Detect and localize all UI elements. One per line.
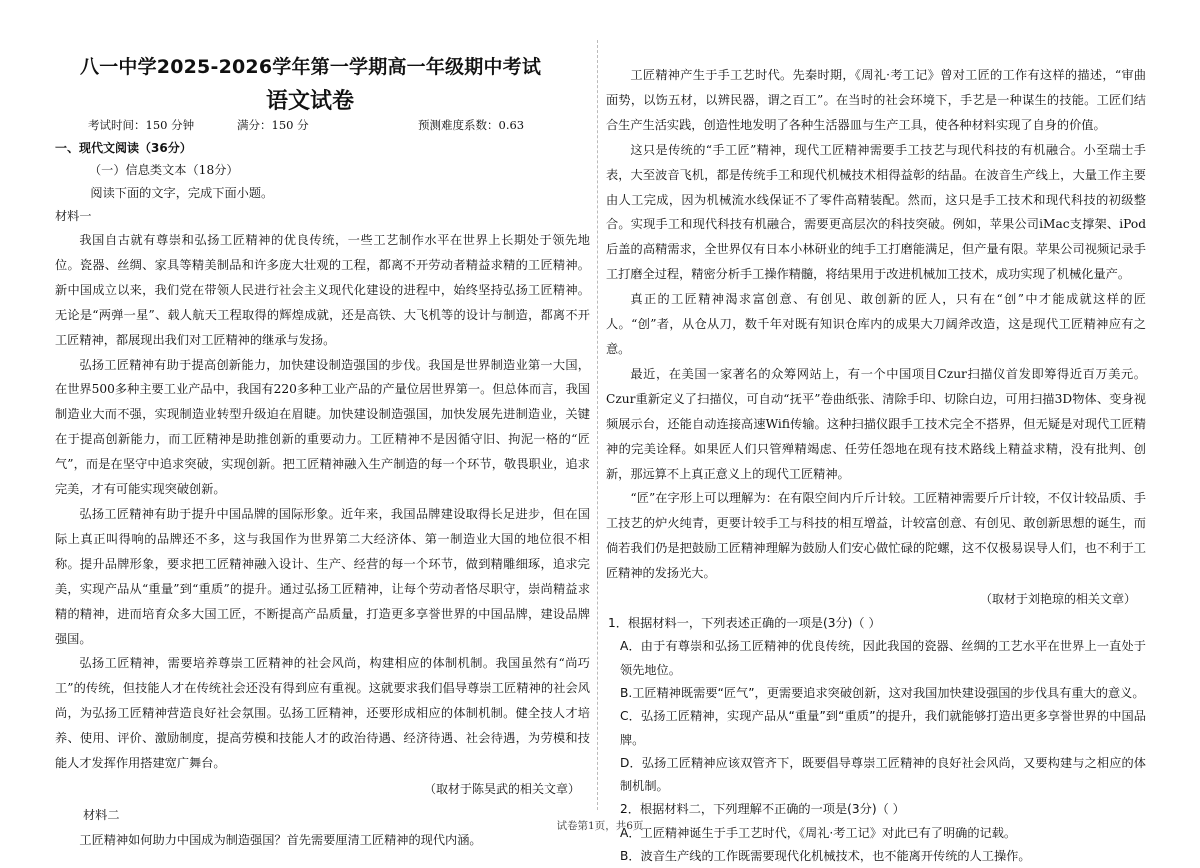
material1-paragraph: 弘扬工匠精神有助于提高创新能力，加快建设制造强国的步伐。我国是世界制造业第一大国，在世界500多种主要工业产品中，我国有220多种工业产品的产量位居世界第一。但总体而言，我国制造业大而不强，实现制造业转型升级迫在眉睫。加快建设制造强国，加快发展先进制造业，关键在于提高创新能力，而工匠精神是助推创新的重要动力。工匠精神不是因循守旧、拘泥一格的“匠气”，而是在坚守中追求突破，实现创新。把工匠精神融入生产制造的每一个环节，敬畏职业，追求完美，才有可能实现突破创新。 [55, 357, 590, 497]
material1-paragraph: 我国自古就有尊崇和弘扬工匠精神的优良传统，一些工艺制作水平在世界上长期处于领先地位。瓷器、丝绸、家具等精美制品和许多庞大壮观的工程，都离不开劳动者精益求精的工匠精神。新中国成立以来，我们党在带领人民进行社会主义现代化建设的进程中，始终坚持弘扬工匠精神。无论是“两弹一星”、载人航天工程取得的辉煌成就，还是高铁、大飞机等的设计与制造，都离不开工匠精神，都展现出我们对工匠精神的继承与发扬。 [55, 233, 590, 347]
material2-paragraph: 工匠精神产生于手工艺时代。先秦时期，《周礼·考工记》曾对工匠的工作有这样的描述，“审曲面势，以饬五材，以辨民器，谓之百工”。在当时的社会环境下，手艺是一种谋生的技能。工匠们结合生产生活实践，创造性地发明了各种生活器皿与生产工具，使各种材料实现了自身的价值。 [606, 68, 1146, 132]
option-b[interactable]: B.工匠精神既需要“匠气”，更需要追求突破创新，这对我国加快建设强国的步伐具有重大的意义。 [620, 685, 1145, 700]
material1-source: （取材于陈昊武的相关文章） [423, 781, 580, 796]
material2-label: 材料二 [83, 807, 120, 822]
question-stem: 2．根据材料二，下列理解不正确的一项是(3分)（ ） [620, 802, 905, 817]
right-column [606, 63, 1146, 868]
question-1 [606, 612, 1146, 798]
option-b[interactable]: B．波音生产线的工作既需要现代化机械技术，也不能离开传统的人工操作。 [620, 849, 1031, 863]
option-c[interactable]: C．弘扬工匠精神，实现产品从“重量”到“重质”的提升，我们就能够打造出更多享誉世界的中国品牌。 [620, 709, 1146, 747]
option-a[interactable]: A．工匠精神诞生于手工艺时代，《周礼·考工记》对此已有了明确的记载。 [620, 825, 1017, 840]
column-divider [597, 40, 598, 810]
instruction: 阅读下面的文字，完成下面小题。 [90, 186, 274, 200]
material1-paragraph: 弘扬工匠精神有助于提升中国品牌的国际形象。近年来，我国品牌建设取得长足进步，但在国际上真正叫得响的品牌还不多，这与我国作为世界第二大经济体、第一制造业大国的地位很不相称。提升品牌形象，要求把工匠精神融入设计、生产、经营的每一个环节，做到精雕细琢，追求完美，实现产品从“重量”到“重质”的提升。通过弘扬工匠精神，让每个劳动者恪尽职守，崇尚精益求精的精神，进而培育众多大国工匠，不断提高产品质量，打造更多享誉世界的中国品牌，建设品牌强国。 [55, 506, 590, 646]
question-stem: 1．根据材料一，下列表述正确的一项是(3分)（ ） [608, 616, 881, 631]
difficulty-coefficient: 预测难度系数：0.63 [418, 118, 525, 132]
question-2 [606, 798, 1146, 868]
material2-source: （取材于刘艳琼的相关文章） [979, 592, 1136, 607]
option-d[interactable]: D．弘扬工匠精神应该双管齐下，既要倡导尊崇工匠精神的良好社会风尚，又要构建与之相应的体制机制。 [620, 755, 1146, 794]
exam-subtitle: 语文试卷 [265, 89, 354, 114]
material1-label: 材料一 [55, 209, 92, 223]
page-footer: 试卷第1页，共6页 [556, 820, 644, 832]
material2-paragraph: 这只是传统的“手工匠”精神，现代工匠精神需要手工技艺与现代科技的有机融合。小至瑞士手表，大至波音飞机，都是传统手工和现代机械技术相得益彰的结晶。在波音生产线上，大量工作主要由人工完成，因为机械流水线保证不了零件高精装配。然而，这只是手工技术和现代科技的初级整合。实现手工和现代科技有机融合，需要更高层次的科技突破。例如，苹果公司iMac支撑架、iPod后盖的高精需求，全世界仅有日本小林研业的纯手工打磨能满足，但产量有限。苹果公司视频记录手工打磨全过程，精密分析手工操作精髓，将结果用于改进机械加工技术，成功实现了机械化量产。 [606, 142, 1146, 282]
material2-paragraph: 真正的工匠精神渴求富创意、有创见、敢创新的匠人，只有在“创”中才能成就这样的匠人。“创”者，从仓从刀，数千年对既有知识仓库内的成果大刀阔斧改造，这是现代工匠精神应有之意。 [606, 292, 1146, 356]
material2-paragraph: 最近，在美国一家著名的众筹网站上，有一个中国项目Czur扫描仪首发即筹得近百万美元。Czur重新定义了扫描仪，可自动“抚平”卷曲纸张、清除手印、切除白边，可用扫描3D物体、变身视频展示台，还能自动连接高速Wifi传输。这种扫描仪跟手工技术完全不搭界，但无疑是对现代工匠精神的完美诠释。如果匠人们只管殚精竭虑、任劳任怨地在现有技术路线上精益求精，没有批判、创新，那远算不上真正意义上的现代工匠精神。 [606, 366, 1146, 481]
material2-paragraph: “匠”在字形上可以理解为：在有限空间内斤斤计较。工匠精神需要斤斤计较，不仅计较品质、手工技艺的炉火纯青，更要计较手工与科技的相互增益，计较富创意、有创见、敢创新思想的诞生，而倘若我们仍是把鼓励工匠精神理解为鼓励人们安心做忙碌的陀螺，这不仅极易误导人们，也不利于工匠精神的发扬光大。 [606, 491, 1146, 581]
exam-title: 八一中学2025-2026学年第一学期高一年级期中考试 [80, 56, 542, 78]
full-score: 满分：150 分 [237, 118, 309, 132]
exam-time: 考试时间：150 分钟 [88, 118, 195, 132]
material2-paragraph: 工匠精神如何助力中国成为制造强国？首先需要厘清工匠精神的现代内涵。 [79, 832, 482, 847]
material1-paragraph: 弘扬工匠精神，需要培养尊崇工匠精神的社会风尚，构建相应的体制机制。我国虽然有“尚巧工”的传统，但技能人才在传统社会还没有得到应有重视。这就要求我们倡导尊崇工匠精神的社会风尚，为弘扬工匠精神营造良好社会氛围。弘扬工匠精神，还要形成相应的体制机制。健全技人才培养、使用、评价、激励制度，提高劳模和技能人才的政治待遇、经济待遇、社会待遇，为劳模和技能人才发挥作用搭建宽广舞台。 [55, 656, 590, 771]
sub-section-heading: （一）信息类文本（18分） [89, 163, 239, 177]
left-column [55, 138, 590, 853]
option-a[interactable]: A．由于有尊崇和弘扬工匠精神的优良传统，因此我国的瓷器、丝绸的工艺水平在世界上一直处于领先地位。 [620, 639, 1146, 677]
section-heading: 一、现代文阅读（36分） [55, 141, 192, 155]
